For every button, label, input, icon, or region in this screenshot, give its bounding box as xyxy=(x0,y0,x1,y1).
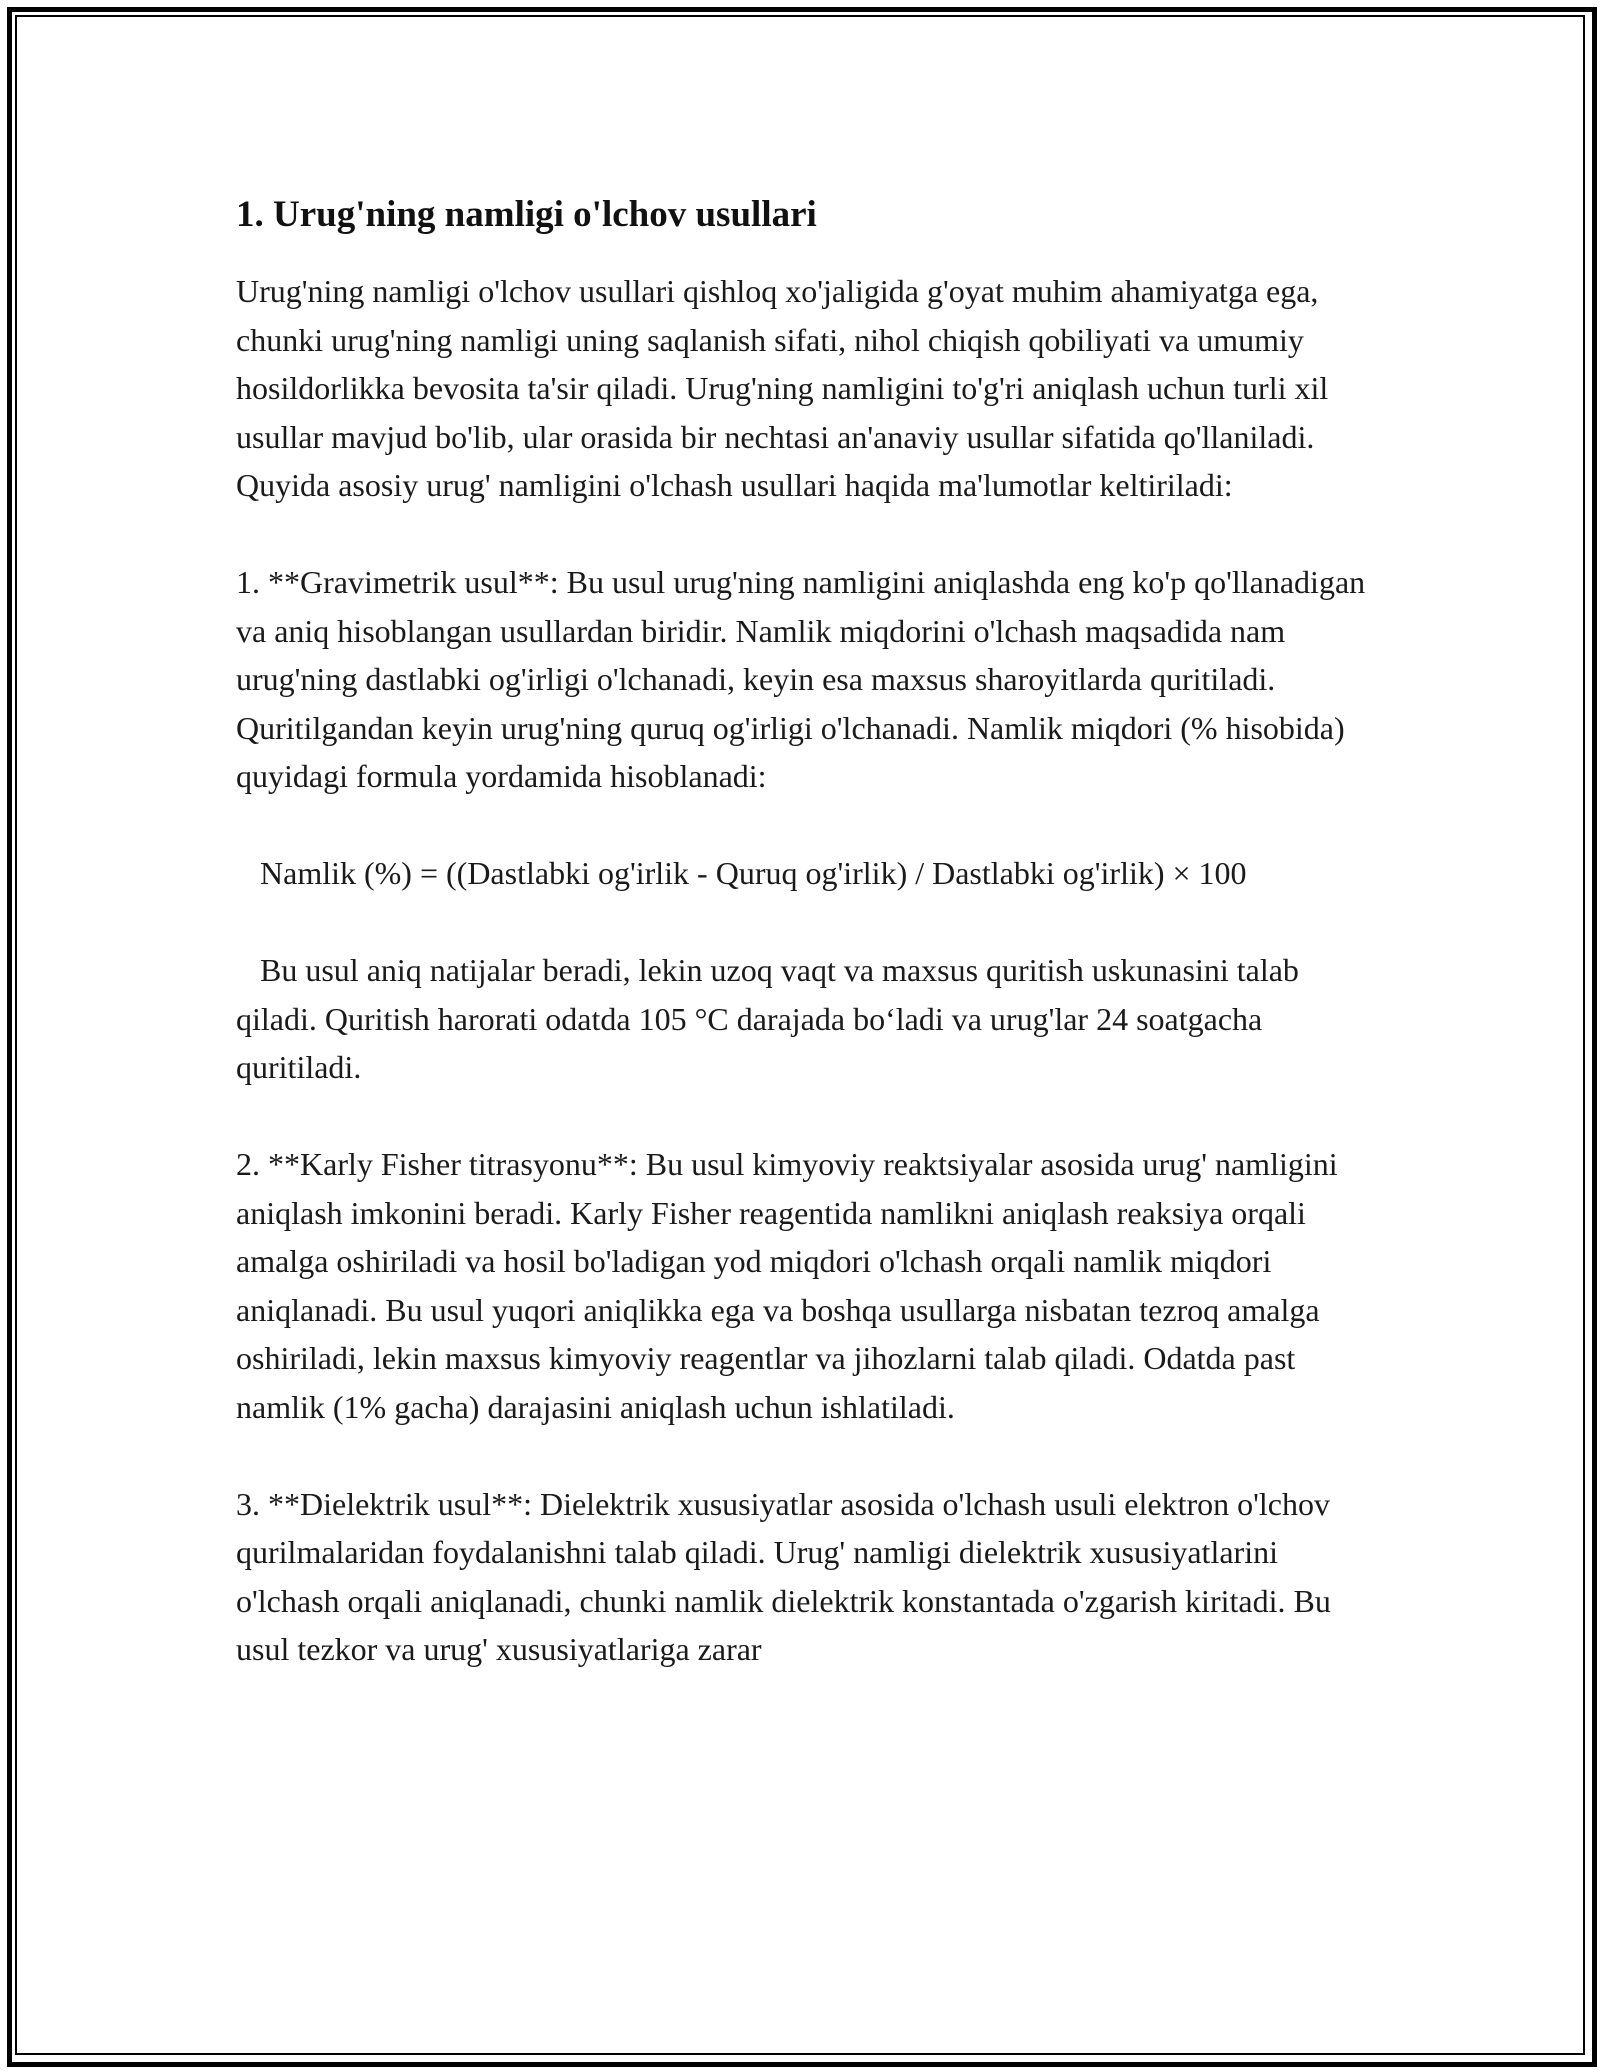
section-heading: 1. Urug'ning namligi o'lchov usullari xyxy=(236,194,817,235)
paragraph-gap xyxy=(236,1431,1376,1480)
document-body xyxy=(236,185,1376,1674)
paragraph-gap xyxy=(236,898,1376,947)
method-gravimetric-paragraph: 1. **Gravimetrik usul**: Bu usul urug'ning namligini aniqlashda eng ko'p qo'llanadigan va aniq hisoblangan usullardan biridir. Namlik miqdorini o'lchash maqsadida nam urug'ning dastlabki og'irligi o'lchanadi, keyin esa maxsus sharoyitlarda quritiladi. Quritilgandan keyin urug'ning quruq og'irligi o'lchanadi. Namlik miqdori (% hisobida) quyidagi formula yordamida hisoblanadi: xyxy=(236,564,1374,794)
method-gravimetric-note: Bu usul aniq natijalar beradi, lekin uzoq vaqt va maxsus quritish uskunasini talab qiladi. Quritish harorati odatda 105 °C darajada bo‘ladi va urug'lar 24 soatgacha quritiladi. xyxy=(236,952,1307,1085)
paragraph-gap xyxy=(236,801,1376,850)
intro-paragraph: Urug'ning namligi o'lchov usullari qishloq xo'jaligida g'oyat muhim ahamiyatga ega, chunki urug'ning namligi uning saqlanish sifati, nihol chiqish qobiliyati va umumiy hosildorlikka bevosita ta'sir qiladi. Urug'ning namligini to'g'ri aniqlash uchun turli xil usullar mavjud bo'lib, ular orasida bir nechtasi an'anaviy usullar sifatida qo'llaniladi. Quyida asosiy urug' namligini o'lchash usullari haqida ma'lumotlar keltiriladi: xyxy=(236,273,1337,503)
moisture-formula: Namlik (%) = ((Dastlabki og'irlik - Quruq og'irlik) / Dastlabki og'irlik) × 100 xyxy=(236,855,1247,891)
paragraph-gap xyxy=(236,1092,1376,1141)
paragraph-gap xyxy=(236,510,1376,559)
method-dielectric-paragraph: 3. **Dielektrik usul**: Dielektrik xususiyatlar asosida o'lchash usuli elektron o'lchov qurilmalaridan foydalanishni talab qiladi. Urug' namligi dielektrik xususiyatlarini o'lchash orqali aniqlanadi, chunki namlik dielektrik konstantada o'zgarish kiritadi. Bu usul tezkor va urug' xususiyatlariga zarar xyxy=(236,1485,1339,1667)
method-karl-fischer-paragraph: 2. **Karly Fisher titrasyonu**: Bu usul kimyoviy reaktsiyalar asosida urug' namligini aniqlash imkonini beradi. Karly Fisher reagentida namlikni aniqlash reaksiya orqali amalga oshiriladi va hosil bo'ladigan yod miqdori o'lchash orqali namlik miqdori aniqlanadi. Bu usul yuqori aniqlikka ega va boshqa usullarga nisbatan tezroq amalga oshiriladi, lekin maxsus kimyoviy reagentlar va jihozlarni talab qiladi. Odatda past namlik (1% gacha) darajasini aniqlash uchun ishlatiladi. xyxy=(236,1146,1346,1425)
